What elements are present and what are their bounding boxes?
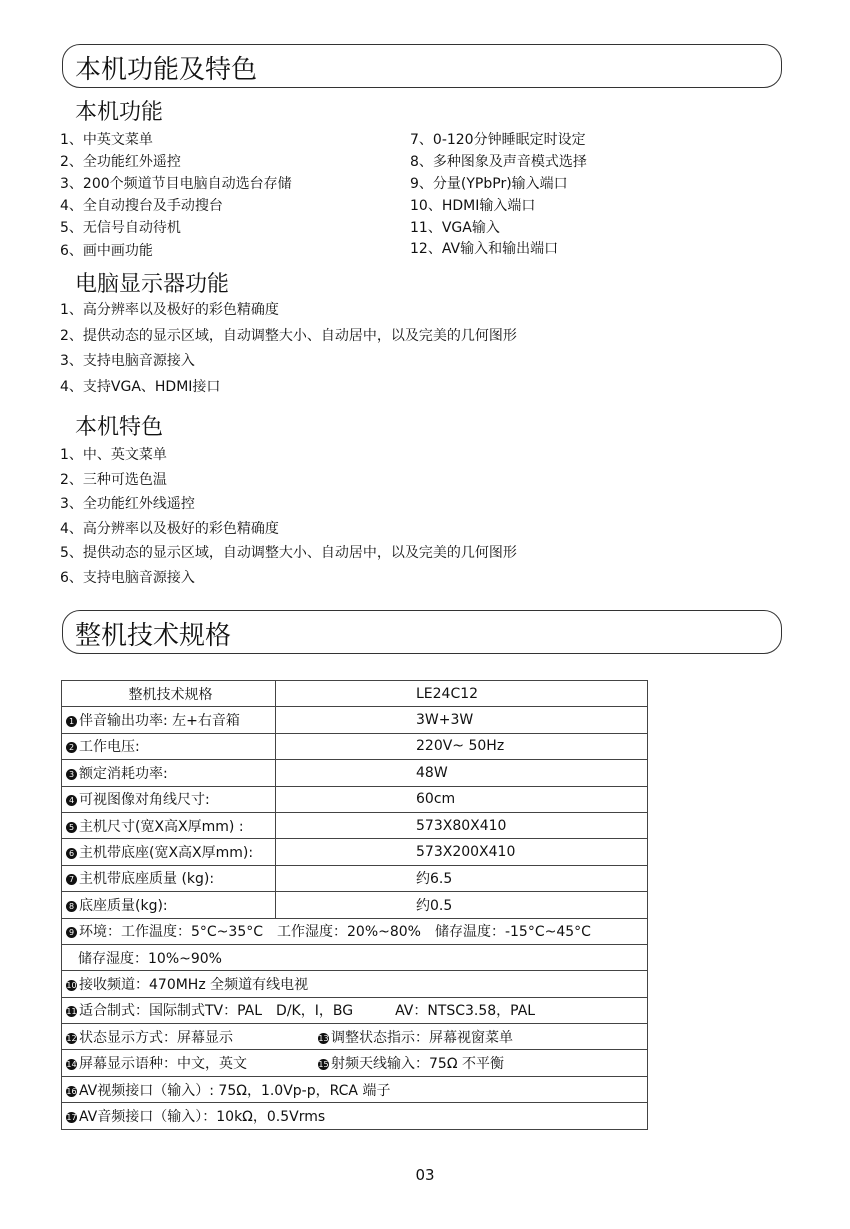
table-row: [62, 997, 648, 1023]
spec-label: 8 底座质量(kg):: [62, 892, 276, 918]
spec-osd: 14 屏幕显示语种：中文，英文 15 射频天线输入：75Ω 不平衡: [62, 1050, 648, 1076]
pc-display-item: 4、支持VGA、HDMI接口: [60, 379, 221, 395]
table-row: [62, 971, 648, 997]
spec-value: 573X200X410: [276, 839, 648, 865]
spec-label: 5 主机尺寸(宽X高X厚mm) :: [62, 812, 276, 838]
characteristic-item: 2、三种可选色温: [60, 472, 167, 488]
section-header-specs: [62, 610, 782, 654]
spec-label: 4 可视图像对角线尺寸:: [62, 786, 276, 812]
feature-item: 3、200个频道节目电脑自动选台存储: [60, 176, 292, 192]
spec-value: 60cm: [276, 786, 648, 812]
characteristic-item: 1、中、英文菜单: [60, 447, 167, 463]
spec-environment-cont: 储存湿度：10%~90%: [62, 944, 648, 970]
feature-item: 7、0-120分钟睡眠定时设定: [410, 132, 586, 148]
feature-item: 12、AV输入和输出端口: [410, 241, 559, 257]
number-badge: 6: [66, 848, 77, 859]
table-row: [62, 865, 648, 891]
table-row: [62, 760, 648, 786]
spec-reception: 10 接收频道：470MHz 全频道有线电视: [62, 971, 648, 997]
pc-display-item: 3、支持电脑音源接入: [60, 353, 195, 369]
number-badge: 7: [66, 874, 77, 885]
spec-label: 7 主机带底座质量 (kg):: [62, 865, 276, 891]
number-badge: 17: [66, 1112, 77, 1122]
table-row: [62, 839, 648, 865]
number-badge: 2: [66, 742, 77, 753]
table-row: [62, 707, 648, 733]
spec-value: 573X80X410: [276, 812, 648, 838]
page-number: 03: [415, 1166, 435, 1184]
characteristics-heading: 本机特色: [75, 415, 164, 440]
feature-item: 10、HDMI输入端口: [410, 198, 536, 214]
spec-label: 2 工作电压:: [62, 733, 276, 759]
feature-item: 2、全功能红外遥控: [60, 154, 181, 170]
number-badge: 11: [66, 1007, 77, 1017]
number-badge: 10: [66, 980, 77, 990]
characteristic-item: 5、提供动态的显示区域，自动调整大小、自动居中，以及完美的几何图形: [60, 545, 517, 561]
table-row: [62, 733, 648, 759]
section-title: 本机功能及特色: [75, 55, 258, 85]
number-badge: 3: [66, 769, 77, 780]
spec-label: 3 额定消耗功率:: [62, 760, 276, 786]
spec-av-audio: 17 AV音频接口（输入）：10kΩ，0.5Vrms: [62, 1103, 648, 1129]
feature-item: 5、无信号自动待机: [60, 220, 181, 236]
spec-system: 11 适合制式：国际制式TV：PAL D/K，I，BG AV：NTSC3.58，PAL: [62, 997, 648, 1023]
feature-item: 8、多种图象及声音模式选择: [410, 154, 587, 170]
number-badge: 4: [66, 795, 77, 806]
number-badge: 9: [66, 927, 77, 938]
number-badge: 14: [66, 1060, 77, 1070]
section-title: 整机技术规格: [75, 621, 232, 651]
table-row: [62, 681, 648, 707]
table-row: [62, 1103, 648, 1129]
features-heading: 本机功能: [75, 100, 164, 125]
feature-item: 1、中英文菜单: [60, 132, 153, 148]
number-badge: 5: [66, 822, 77, 833]
characteristic-item: 4、高分辨率以及极好的彩色精确度: [60, 521, 279, 537]
feature-item: 6、画中画功能: [60, 243, 153, 259]
spec-value: 约6.5: [276, 865, 648, 891]
pc-display-item: 1、高分辨率以及极好的彩色精确度: [60, 302, 279, 318]
table-row: [62, 1076, 648, 1102]
number-badge: 16: [66, 1086, 77, 1096]
spec-header-label: 整机技术规格: [62, 681, 276, 707]
pc-display-item: 2、提供动态的显示区域，自动调整大小、自动居中，以及完美的几何图形: [60, 328, 517, 344]
feature-item: 9、分量(YPbPr)输入端口: [410, 176, 568, 192]
number-badge: 1: [66, 716, 77, 727]
table-row: [62, 812, 648, 838]
spec-value: 48W: [276, 760, 648, 786]
spec-av-video: 16 AV视频接口（输入）: 75Ω，1.0Vp-p，RCA 端子: [62, 1076, 648, 1102]
section-header-features: [62, 44, 782, 88]
number-badge: 12: [66, 1033, 77, 1043]
pc-display-heading: 电脑显示器功能: [75, 272, 230, 297]
number-badge: 8: [66, 901, 77, 912]
spec-value: 3W+3W: [276, 707, 648, 733]
table-row: [62, 918, 648, 944]
number-badge: 13: [318, 1033, 329, 1043]
table-row: [62, 1050, 648, 1076]
spec-status: 12 状态显示方式：屏幕显示 13 调整状态指示：屏幕视窗菜单: [62, 1024, 648, 1050]
spec-environment: 9 环境：工作温度：5°C~35°C 工作湿度：20%~80% 储存温度：-15°C~45°C: [62, 918, 648, 944]
table-row: [62, 1024, 648, 1050]
characteristic-item: 3、全功能红外线遥控: [60, 496, 195, 512]
characteristic-item: 6、支持电脑音源接入: [60, 570, 195, 586]
table-row: [62, 944, 648, 970]
spec-value: 约0.5: [276, 892, 648, 918]
table-row: [62, 892, 648, 918]
spec-table: [61, 680, 648, 1130]
number-badge: 15: [318, 1060, 329, 1070]
spec-label: 1 伴音输出功率: 左+右音箱: [62, 707, 276, 733]
feature-item: 11、VGA输入: [410, 220, 500, 236]
spec-label: 6 主机带底座(宽X高X厚mm):: [62, 839, 276, 865]
table-row: [62, 786, 648, 812]
feature-item: 4、全自动搜台及手动搜台: [60, 198, 223, 214]
spec-value: 220V~ 50Hz: [276, 733, 648, 759]
spec-header-value: LE24C12: [276, 681, 648, 707]
